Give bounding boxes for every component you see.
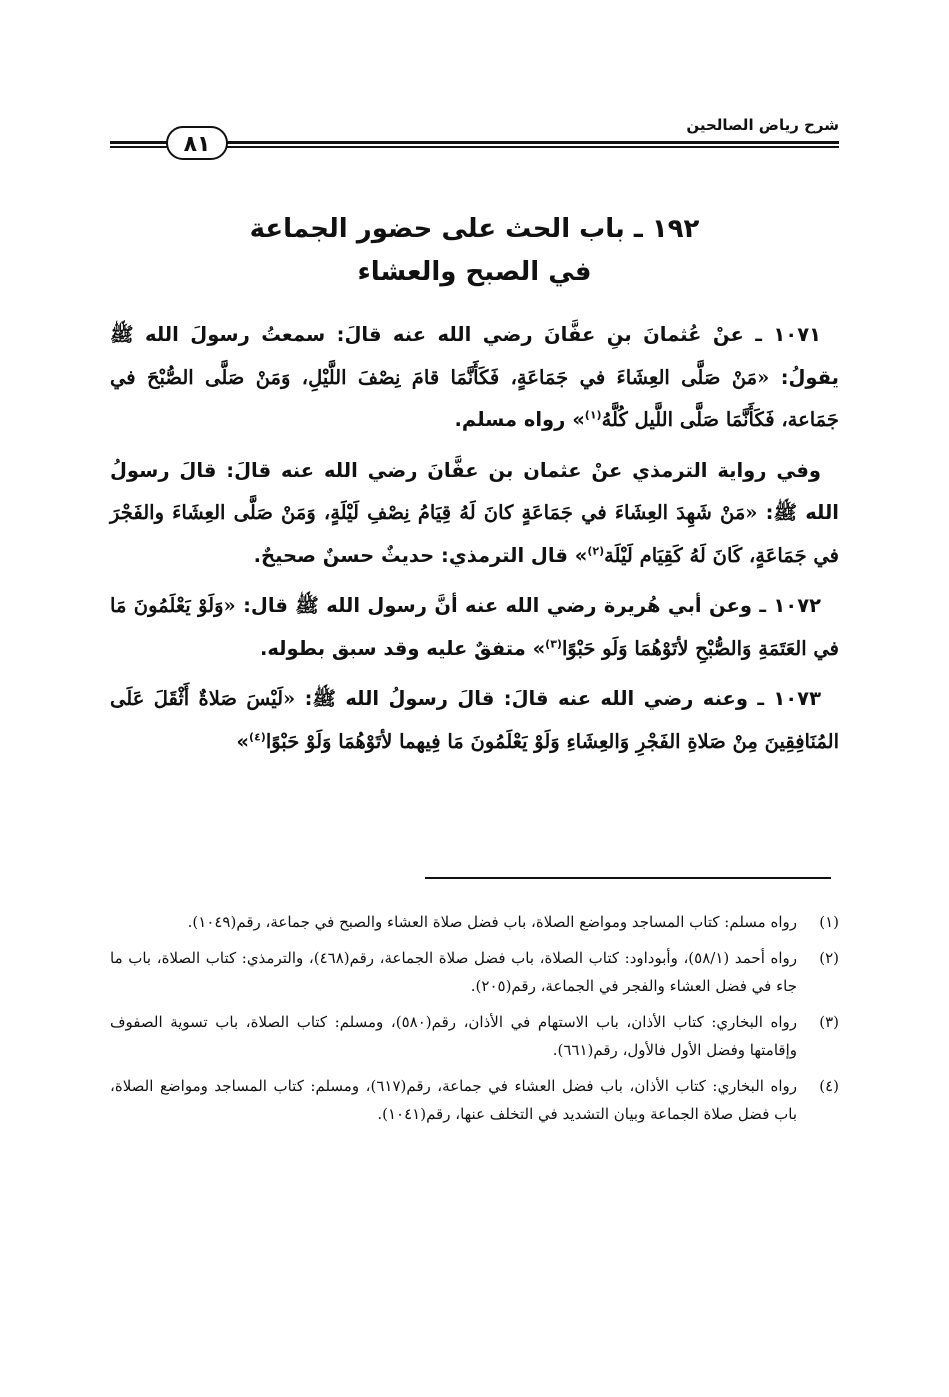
hadith-1071 [110,314,839,442]
hadith-1073-intro: ١٠٧٣ ـ وعنه رضي الله عنه قالَ: قالَ رسولُ الله ﷺ: [304,687,821,710]
hadith-1072-end: » متفقٌ عليه وقد سبق بطوله. [259,636,546,660]
main-text [110,314,839,771]
footnote-number: (٤) [819,1077,839,1095]
footnote-number: (٣) [819,1013,839,1031]
tirmidhi-intro: وفي رواية الترمذي عنْ عثمان بن عفَّانَ رضي الله عنه قالَ: قالَ رسولُ الله ﷺ: [110,458,839,524]
footnote-ref-2: (٢) [587,544,605,557]
tirmidhi-end: » قال الترمذي: حديثٌ حسنٌ صحيحٌ. [253,543,588,567]
footnote-item [110,1008,839,1064]
footnote-text: رواه البخاري: كتاب الأذان، باب الاستهام في الأذان، رقم(٥٨٠)، ومسلم: كتاب الصلاة، باب تسوية الصفوف وإقامتها وفضل الأول فالأول، رقم(٦٦١). [110,1013,797,1059]
hadith-1071-intro: ١٠٧١ ـ عنْ عُثمانَ بنِ عفَّانَ رضي الله عنه قالَ: سمعتُ رسولَ الله ﷺ يقولُ: [110,323,839,389]
hadith-1073 [110,678,839,763]
footnote-item [110,944,839,1000]
chapter-heading-line1: ١٩٢ ـ باب الحث على حضور الجماعة [249,214,700,244]
footnote-ref-1: (١) [584,408,602,422]
footnotes [110,908,839,1136]
tirmidhi-narration [110,450,839,578]
footnote-ref-4: (٤) [249,730,266,743]
hadith-1071-quote: «مَنْ صَلَّى العِشَاءَ في جَمَاعَةٍ، فَكَأَنَّمَا قامَ نِصْفَ اللَّيْلِ، وَمَنْ صَلَّى الصُّبْحَ في جَمَاعة، فَكَأَنَّمَا صَلَّى اللَّيل كُلَّهُ [110,365,839,431]
footnote-ref-3: (٣) [545,637,562,650]
footnote-number: (٢) [819,949,839,967]
hadith-1072-intro: ١٠٧٢ ـ وعن أبي هُريرة رضي الله عنه أنَّ رسول الله ﷺ قال: [243,594,822,617]
hadith-1072 [110,585,839,670]
footnote-text: رواه مسلم: كتاب المساجد ومواضع الصلاة، باب فضل صلاة العشاء والصبح في جماعة، رقم(١٠٤٩). [187,913,797,931]
tirmidhi-quote: «مَنْ شَهِدَ العِشَاءَ في جَمَاعَةٍ كانَ لَهُ قِيَامُ نِصْفِ لَيْلَةٍ، وَمَنْ صَلَّى العِشَاءَ والفَجْرَ في جَمَاعَةٍ، كَانَ لَهُ كَقِيَام لَيْلَة [110,501,839,567]
running-header-title: شرح رياض الصالحين [686,116,839,134]
hadith-1071-end: » رواه مسلم. [454,408,585,431]
footnote-number: (١) [819,913,839,931]
hadith-1073-end: » [236,729,250,753]
footnote-item [110,1072,839,1128]
footnote-item [110,908,839,936]
chapter-heading-line2: في الصبح والعشاء [357,257,592,287]
footnote-text: رواه أحمد (٥٨/١)، وأبوداود: كتاب الصلاة، باب فضل صلاة الجماعة، رقم(٤٦٨)، والترمذي: كتاب الصلاة، باب ما جاء في فضل العشاء والفجر في الجماعة، رقم(٢٠٥). [110,949,798,995]
page-number: ٨١ [166,126,228,160]
hadith-1073-quote: «لَيْسَ صَلاةٌ أَثْقَلَ عَلَى المُنَافِقِينَ مِنْ صَلاةِ الفَجْرِ وَالعِشَاءِ وَلَوْ يَعْلَمُونَ مَا فِيهما لأتَوْهُمَا وَلَوْ حَبْوًا [110,687,839,753]
footnote-text: رواه البخاري: كتاب الأذان، باب فضل العشاء في جماعة، رقم(٦١٧)، ومسلم: كتاب المساجد ومواضع الصلاة، باب فضل صلاة الجماعة وبيان التشديد في التخلف عنها، رقم(١٠٤١). [110,1077,798,1123]
footnote-separator [425,877,831,879]
hadith-1072-quote: «وَلَوْ يَعْلَمُونَ مَا في العَتَمَةِ وَالصُّبْحِ لأتَوْهُمَا وَلَو حَبْوًا [110,594,839,660]
